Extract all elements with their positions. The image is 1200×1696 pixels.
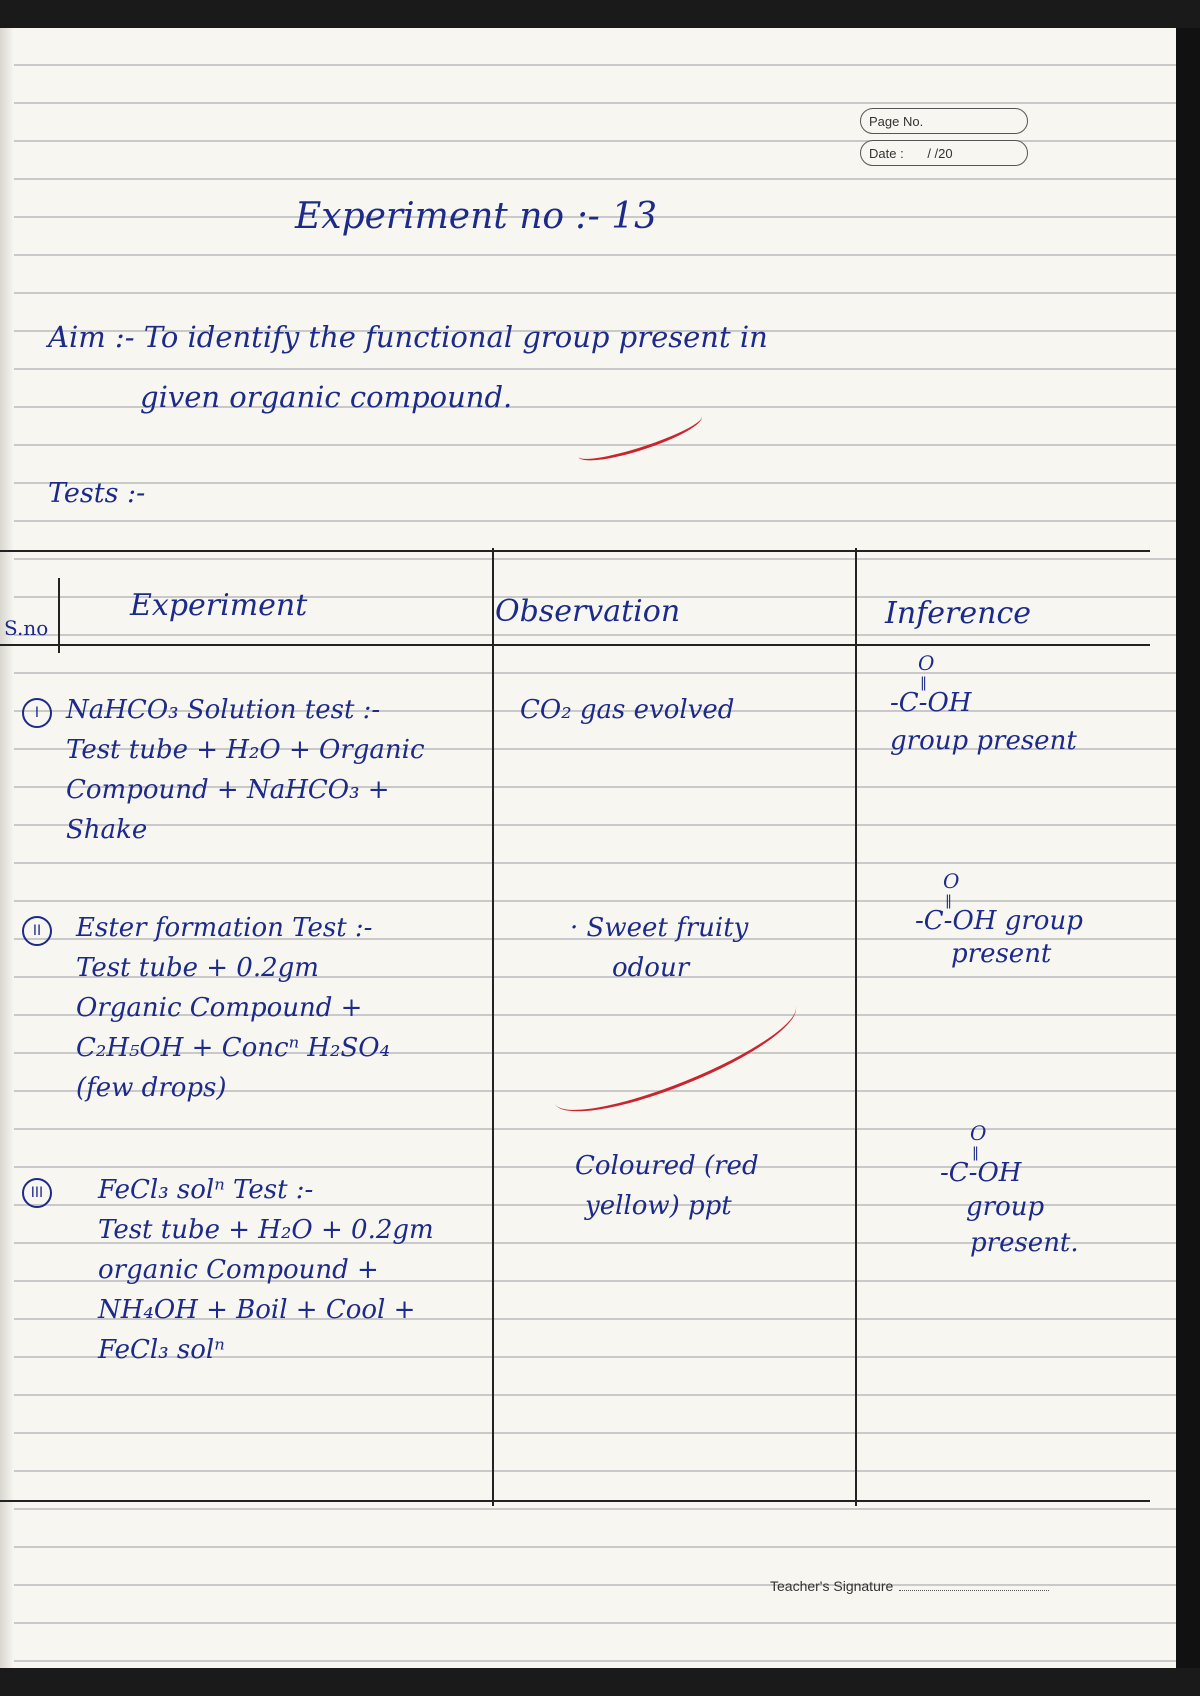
- row-3-inference-line: -C-OH: [940, 1158, 1022, 1188]
- row-2-inference-line: present: [951, 939, 1052, 969]
- aim-line-1: Aim :- To identify the functional group present in: [48, 320, 768, 354]
- row-1-inference-line: -C-OH: [890, 688, 972, 718]
- row-1-experiment-line: Shake: [66, 815, 148, 845]
- table-bottom-border: [0, 1500, 1150, 1502]
- background-edge: [1176, 28, 1200, 1668]
- header-observation: Observation: [495, 594, 681, 629]
- row-3-observation-line: yellow) ppt: [585, 1191, 732, 1221]
- tests-heading: Tests :-: [48, 478, 146, 509]
- header-sno: S.no: [4, 616, 49, 640]
- row-2-experiment-line: Test tube + 0.2gm: [76, 953, 319, 983]
- row-3-inference-line: ‖: [972, 1145, 979, 1161]
- row-2-sno: II: [22, 916, 52, 946]
- row-2-inference-line: -C-OH group: [915, 906, 1083, 936]
- page-no-field: Page No.: [860, 108, 1028, 134]
- row-3-experiment-line: FeCl₃ solⁿ Test :-: [98, 1175, 314, 1205]
- row-3-inference: [940, 1118, 1079, 1260]
- row-2-experiment-line: Organic Compound +: [76, 993, 363, 1023]
- table-header-border: [0, 644, 1150, 646]
- row-2-inference-line: ‖: [945, 893, 952, 909]
- row-2-observation: [570, 908, 748, 988]
- row-3-inference-line: group: [966, 1192, 1045, 1222]
- row-3-inference-line: O: [970, 1121, 987, 1145]
- row-1-inference-line: group present: [890, 726, 1077, 756]
- teacher-check-mark-2: [543, 977, 808, 1133]
- date-field: Date : / /20: [860, 140, 1028, 166]
- row-1-experiment-line: NaHCO₃ Solution test :-: [66, 695, 381, 725]
- tests-table: [0, 548, 1176, 1506]
- row-2-experiment-line: (few drops): [76, 1073, 227, 1103]
- row-1-experiment-line: Compound + NaHCO₃ +: [66, 775, 390, 805]
- row-3-experiment: [98, 1170, 434, 1370]
- row-1-inference-line: O: [918, 651, 935, 675]
- header-experiment: Experiment: [130, 588, 308, 623]
- row-1-experiment: [66, 690, 425, 850]
- row-3-experiment-line: NH₄OH + Boil + Cool +: [98, 1295, 416, 1325]
- row-3-experiment-line: FeCl₃ solⁿ: [98, 1335, 225, 1365]
- teacher-signature: [770, 1578, 1049, 1594]
- row-3-sno: III: [22, 1178, 52, 1208]
- table-top-border: [0, 550, 1150, 552]
- row-3-observation: [575, 1146, 759, 1226]
- notebook-page: [0, 28, 1176, 1668]
- row-1-inference-line: ‖: [920, 675, 927, 691]
- row-2-inference: [915, 866, 1083, 972]
- row-3-observation-line: Coloured (red: [575, 1151, 759, 1181]
- row-2-experiment-line: C₂H₅OH + Concⁿ H₂SO₄: [76, 1033, 391, 1063]
- column-divider-sno: [58, 578, 60, 653]
- row-3-inference-line: present.: [970, 1228, 1079, 1258]
- header-inference: Inference: [885, 596, 1032, 631]
- row-1-experiment-line: Test tube + H₂O + Organic: [66, 735, 425, 765]
- row-3-experiment-line: organic Compound +: [98, 1255, 379, 1285]
- teacher-check-mark-1: [574, 404, 706, 470]
- signature-line: [899, 1590, 1049, 1591]
- experiment-title: Experiment no :- 13: [295, 196, 658, 237]
- row-1-observation-line: CO₂ gas evolved: [520, 695, 735, 725]
- column-divider-experiment: [492, 548, 494, 1506]
- teacher-signature-label: Teacher's Signature: [770, 1578, 894, 1594]
- row-2-observation-line: odour: [612, 953, 690, 983]
- page-header-box: [860, 108, 1030, 168]
- row-2-inference-line: O: [943, 869, 960, 893]
- row-1-inference: [890, 648, 1077, 764]
- column-divider-observation: [855, 548, 857, 1506]
- row-2-observation-line: · Sweet fruity: [570, 913, 749, 943]
- aim-line-2: given organic compound.: [140, 380, 513, 414]
- row-1-observation: [520, 690, 734, 730]
- row-1-sno: I: [22, 698, 52, 728]
- row-3-experiment-line: Test tube + H₂O + 0.2gm: [98, 1215, 434, 1245]
- row-2-experiment-line: Ester formation Test :-: [76, 913, 373, 943]
- row-2-experiment: [76, 908, 390, 1108]
